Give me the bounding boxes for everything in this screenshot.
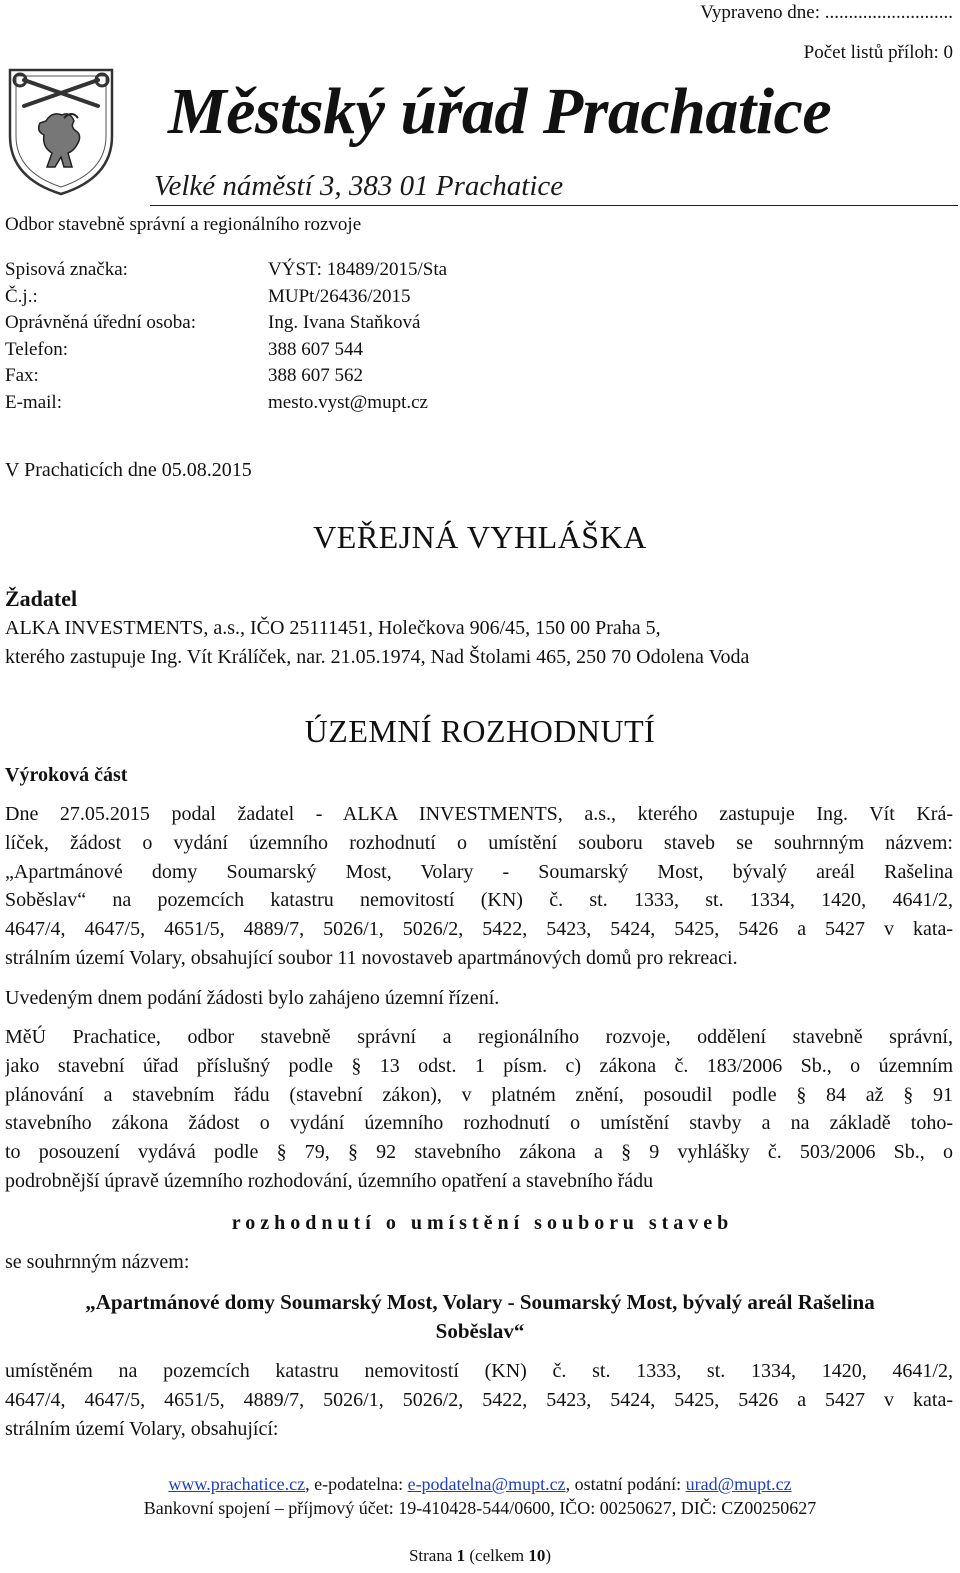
page-total: 10 — [528, 1546, 546, 1565]
email-value: mesto.vyst@mupt.cz — [268, 392, 428, 413]
decision-heading: ÚZEMNÍ ROZHODNUTÍ — [304, 713, 656, 749]
meta-label: Č.j.: — [5, 286, 38, 307]
decision-spaced-heading: r o z h o d n u t í o u m í s t ě n í s o u b o r u s t a v e b — [231, 1212, 729, 1234]
meta-label: Fax: — [5, 365, 39, 386]
attachments-count: Počet listů příloh: 0 — [803, 42, 953, 63]
official-name-value: Ing. Ivana Staňková — [268, 312, 421, 333]
epodatelna-link[interactable]: e-podatelna@mupt.cz — [407, 1474, 566, 1494]
bank-details: Bankovní spojení – příjmový účet: 19-410428-544/0600, IČO: 00250627, DIČ: CZ00250627 — [143, 1498, 817, 1518]
applicant-line: kterého zastupuje Ing. Vít Králíček, nar. 21.05.1974, Nad Štolami 465, 250 70 Odolena Voda — [5, 646, 750, 668]
page-current: 1 — [456, 1546, 466, 1565]
page-middle: (celkem — [465, 1546, 529, 1565]
meta-label: Oprávněná úřední osoba: — [5, 312, 196, 333]
paragraph-line: to posouzení vydává podle § 79, § 92 stavebního zákona a § 9 vyhlášky č. 503/2006 Sb., o — [5, 1141, 953, 1163]
paragraph-line: stavebního zákona žádost o vydání územního rozhodnutí o umístění stavby a na základě toho- — [5, 1112, 953, 1134]
paragraph-line: Dne 27.05.2015 podal žadatel - ALKA INVESTMENTS, a.s., kterého zastupuje Ing. Vít Krá- — [5, 803, 953, 825]
paragraph-line: strálním území Volary, obsahující: — [5, 1418, 279, 1440]
office-title: Městský úřad Prachatice — [168, 75, 832, 148]
paragraph-line: 4647/4, 4647/5, 4651/5, 4889/7, 5026/1, 5026/2, 5422, 5423, 5424, 5425, 5426 a 5427 v kata- — [5, 1389, 953, 1411]
paragraph-line: 4647/4, 4647/5, 4651/5, 4889/7, 5026/1, 5026/2, 5422, 5423, 5424, 5425, 5426 a 5427 v kata- — [5, 918, 953, 940]
footer-separator: , e-podatelna: — [305, 1474, 408, 1494]
paragraph-line: jako stavební úřad příslušný podle § 13 odst. 1 písm. c) zákona č. 183/2006 Sb., o územním — [5, 1055, 953, 1077]
collective-name-label: se souhrnným názvem: — [5, 1251, 190, 1273]
project-name: „Apartmánové domy Soumarský Most, Volary - Soumarský Most, bývalý areál Rašelina — [85, 1290, 875, 1314]
paragraph-line: plánování a stavebním řádu (stavební zákon), v platném znění, posoudil podle § 84 až § 91 — [5, 1084, 953, 1106]
file-mark-value: VÝST: 18489/2015/Sta — [268, 259, 448, 280]
phone-value: 388 607 544 — [268, 339, 363, 360]
paragraph-line: Soběslav“ na pozemcích katastru nemovitostí (KN) č. st. 1333, st. 1334, 1420, 4641/2, — [5, 889, 953, 911]
page-prefix: Strana — [408, 1546, 457, 1565]
paragraph-line: umístěném na pozemcích katastru nemovitostí (KN) č. st. 1333, st. 1334, 1420, 4641/2, — [5, 1360, 953, 1382]
applicant-label: Žadatel — [5, 586, 78, 611]
page-suffix: ) — [545, 1546, 552, 1565]
website-link[interactable]: www.prachatice.cz — [168, 1474, 306, 1494]
coat-of-arms-icon — [6, 66, 116, 198]
date-line: V Prachaticích dne 05.08.2015 — [5, 459, 252, 481]
paragraph-line: líček, žádost o vydání územního rozhodnutí o umístění souboru staveb se souhrnným názvem: — [5, 832, 953, 854]
fax-value: 388 607 562 — [268, 365, 363, 386]
paragraph-line: „Apartmánové domy Soumarský Most, Volary - Soumarský Most, bývalý areál Rašelina — [5, 861, 953, 883]
other-submission-link[interactable]: urad@mupt.cz — [685, 1474, 792, 1494]
reference-number-value: MUPt/26436/2015 — [268, 286, 411, 307]
paragraph-line: strálním území Volary, obsahující soubor 11 novostaveb apartmánových domů pro rekreaci. — [5, 947, 738, 969]
delivered-date: Vypraveno dne: ........................... — [700, 2, 953, 23]
project-name: Soběslav“ — [435, 1319, 525, 1343]
office-address: Velké náměstí 3, 383 01 Prachatice — [154, 170, 564, 202]
footer-separator: , ostatní podání: — [565, 1474, 686, 1494]
paragraph: Uvedeným dnem podání žádosti bylo zahájeno územní řízení. — [5, 987, 500, 1009]
meta-label: Telefon: — [5, 339, 69, 360]
public-notice-heading: VEŘEJNÁ VYHLÁŠKA — [313, 519, 647, 555]
header-rule — [150, 205, 958, 206]
department-name: Odbor stavebně správní a regionálního rozvoje — [5, 214, 362, 235]
page-number — [0, 1546, 960, 1566]
footer-contacts — [0, 1474, 960, 1494]
applicant-line: ALKA INVESTMENTS, a.s., IČO 25111451, Holečkova 906/45, 150 00 Praha 5, — [5, 617, 661, 639]
paragraph-line: MěÚ Prachatice, odbor stavebně správní a regionálního rozvoje, oddělení stavebně správní, — [5, 1026, 953, 1048]
meta-label: Spisová značka: — [5, 259, 128, 280]
section-label: Výroková část — [5, 764, 128, 786]
meta-label: E-mail: — [5, 392, 62, 413]
paragraph-line: podrobnější úpravě územního rozhodování, územního opatření a stavebního řádu — [5, 1170, 654, 1192]
